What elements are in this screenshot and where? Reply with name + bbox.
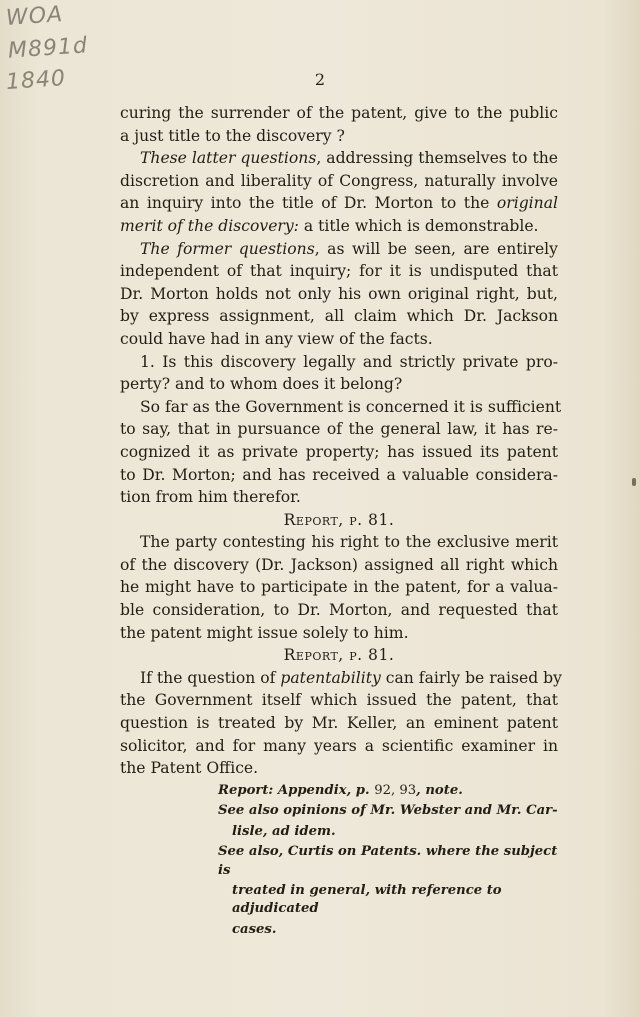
handwritten-shelfmark-line-1: WOA [5,2,64,31]
report-citation: Report, p. 81. [283,646,395,665]
text-line: curing the surrender of the patent, give to the public [120,104,558,122]
note-see-also-curtis: See also, Curtis on Patents. where the subject is [218,844,558,878]
handwritten-shelfmark-line-3: 1840 [5,65,67,96]
note-see-also-opinions: See also opinions of Mr. Webster and Mr. Car- [218,803,558,819]
text-line: ble consideration, to Dr. Morton, and requested that [120,601,558,620]
text-line: The party contesting his right to the exclusive merit [140,533,558,552]
page-number: 2 [314,70,326,89]
text-line: perty? and to whom does it belong? [120,375,403,394]
text-line: the Patent Office. [120,759,259,778]
text-line: 1. Is this discovery legally and strictly private pro- [140,352,558,371]
text-line-emphasis: These latter questions, addressing themselves to the [140,149,558,168]
text-line: of the discovery (Dr. Jackson) assigned all right which [120,555,558,574]
page-edge-mark [632,478,636,486]
text-line: by express assignment, all claim which Dr. Jackson [120,307,558,326]
text-line: independent of that inquiry; for it is undisputed that [120,262,558,281]
text-line: Dr. Morton holds not only his own original right, but, [120,284,558,303]
text-line: to Dr. Morton; and has received a valuable considera- [120,465,558,484]
text-line-emphasis: If the question of patentability can fairly be raised by [140,668,562,687]
text-line: the patent might issue solely to him. [120,623,409,642]
text-line: a just title to the discovery ? [120,126,345,145]
text-line: discretion and liberality of Congress, naturally involve [120,171,558,190]
text-line-emphasis: merit of the discovery: a title which is demonstrable. [120,216,539,235]
text-line-emphasis: an inquiry into the title of Dr. Morton to the original [120,194,558,213]
note-report-appendix: Report: Appendix, p. 92, 93, note. [218,783,463,798]
text-line: to say, that in pursuance of the general law, it has re- [120,420,558,439]
note-see-also-opinions-cont: lisle, ad idem. [232,823,336,839]
text-line: he might have to participate in the patent, for a valua- [120,578,558,597]
text-line: tion from him therefor. [120,488,301,507]
text-line-emphasis: The former questions, as will be seen, are entirely [140,239,558,258]
text-line: the Government itself which issued the patent, that [120,691,558,710]
handwritten-shelfmark-line-2: M891d [7,33,89,64]
note-see-also-curtis-cont: treated in general, with reference to adjudicated [232,883,502,917]
report-citation: Report, p. 81. [283,510,395,529]
text-line: could have had in any view of the facts. [120,329,433,348]
text-line: cognized it as private property; has issued its patent [120,442,558,461]
text-line: solicitor, and for many years a scientific examiner in [120,736,558,755]
body-text [120,102,562,780]
text-line: So far as the Government is concerned it is sufficient [140,397,562,416]
footnotes [218,782,568,941]
note-see-also-curtis-cont: cases. [232,921,277,937]
text-line: question is treated by Mr. Keller, an eminent patent [120,714,558,733]
